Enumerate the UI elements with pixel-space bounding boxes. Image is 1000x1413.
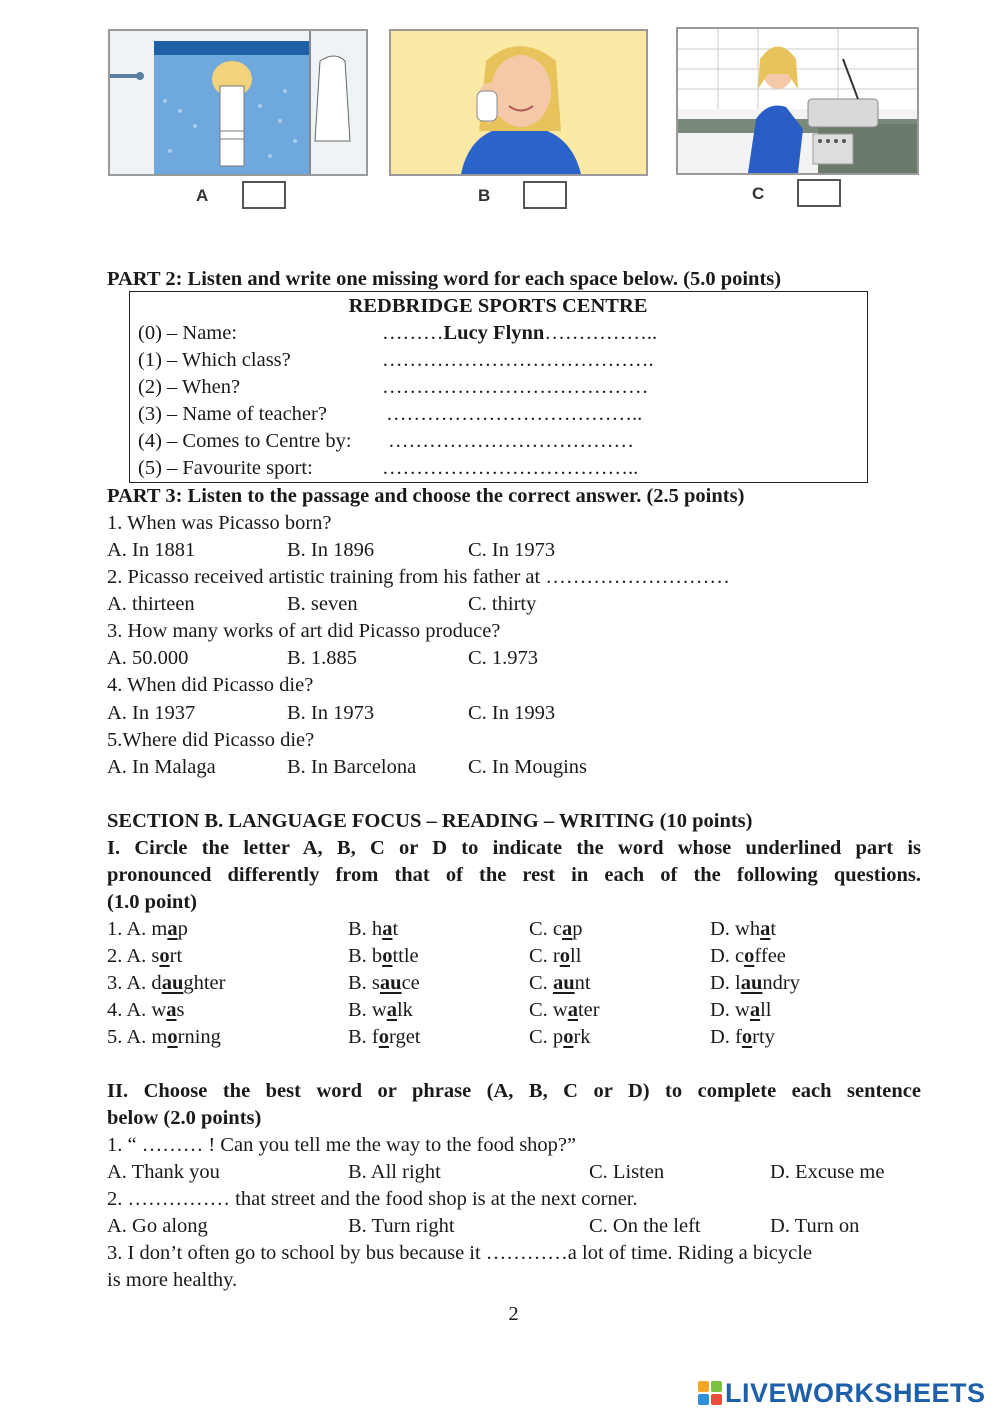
section-b-part2-instruction-line2: below (2.0 points) [107,1107,262,1129]
picture-c-answer-box[interactable] [797,179,841,207]
pron-q4-option-d[interactable]: D. wall [710,999,772,1021]
section-b-heading: SECTION B. LANGUAGE FOCUS – READING – WRITING (10 points) [107,810,753,832]
pron-q5-option-c[interactable]: C. pork [529,1026,591,1048]
picture-a-illustration [110,31,366,174]
picture-c-letter: C [752,184,765,203]
form-row-2-blank[interactable]: ………………………………… [382,376,649,398]
part3-heading: PART 3: Listen to the passage and choose the correct answer. (2.5 points) [107,485,745,507]
pron-q3-option-a[interactable]: 3. A. daughter [107,972,226,994]
form-row-3-label: (3) – Name of teacher? [138,403,327,425]
pron-q4-option-c[interactable]: C. water [529,999,600,1021]
part3-q5-option-b[interactable]: B. In Barcelona [287,756,417,778]
part2-q2-option-c[interactable]: C. On the left [589,1215,701,1237]
liveworksheets-logo[interactable] [697,1378,986,1408]
picture-a [108,29,368,176]
picture-a-letter: A [196,186,209,205]
form-row-0-label: (0) – Name: [138,322,238,344]
pron-q4-option-b[interactable]: B. walk [348,999,413,1021]
pron-q2-option-a[interactable]: 2. A. sort [107,945,183,967]
pron-q1-option-c[interactable]: C. cap [529,918,583,940]
part3-q2-option-c[interactable]: C. thirty [468,593,537,615]
section-b-part2-instruction-line1: II. Choose the best word or phrase (A, B, C or D) to complete each sentence [107,1080,921,1102]
part3-question-2: 2. Picasso received artistic training from his father at ……………………… [107,566,730,588]
pron-q3-option-c[interactable]: C. aunt [529,972,591,994]
picture-b-illustration [391,31,646,174]
part3-q2-option-b[interactable]: B. seven [287,593,358,615]
form-row-0-answer [382,320,657,346]
part3-q4-option-a[interactable]: A. In 1937 [107,702,196,724]
pron-q2-option-c[interactable]: C. roll [529,945,582,967]
pron-q3-option-d[interactable]: D. laundry [710,972,800,994]
part3-q1-option-b[interactable]: B. In 1896 [287,539,375,561]
part3-question-3: 3. How many works of art did Picasso produce? [107,620,501,642]
part3-q4-option-c[interactable]: C. In 1993 [468,702,556,724]
part3-q3-option-b[interactable]: B. 1.885 [287,647,358,669]
form-row-1-blank[interactable]: …………………………………. [382,349,654,371]
liveworksheets-wordmark: LIVEWORKSHEETS [725,1377,986,1408]
pron-q4-option-a[interactable]: 4. A. was [107,999,185,1021]
part2-question-3-line1: 3. I don’t often go to school by bus because it …………a lot of time. Riding a bicycle [107,1242,813,1264]
picture-b [389,29,648,176]
part2-q2-option-b[interactable]: B. Turn right [348,1215,455,1237]
pron-q3-option-b[interactable]: B. sauce [348,972,420,994]
form-row-0-dots-after: …………….. [544,322,658,344]
form-row-3-blank[interactable]: ……………………………….. [386,403,643,425]
part2-q2-option-d[interactable]: D. Turn on [770,1215,860,1237]
picture-c-illustration [678,29,917,173]
section-b-part1-instruction-line3: (1.0 point) [107,891,197,913]
form-row-5-blank[interactable]: ……………………………….. [382,457,639,479]
part2-question-2: 2. …………… that street and the food shop is at the next corner. [107,1188,638,1210]
sports-centre-title: REDBRIDGE SPORTS CENTRE [348,295,648,317]
part2-question-3-line2: is more healthy. [107,1269,238,1291]
part3-q3-option-a[interactable]: A. 50.000 [107,647,189,669]
picture-a-answer-box[interactable] [242,181,286,209]
part2-heading: PART 2: Listen and write one missing word for each space below. (5.0 points) [107,268,782,290]
part2-q1-option-b[interactable]: B. All right [348,1161,441,1183]
picture-b-answer-box[interactable] [523,181,567,209]
pron-q5-option-a[interactable]: 5. A. morning [107,1026,221,1048]
form-row-2-label: (2) – When? [138,376,241,398]
part3-q4-option-b[interactable]: B. In 1973 [287,702,375,724]
part3-q2-option-a[interactable]: A. thirteen [107,593,195,615]
pron-q2-option-d[interactable]: D. coffee [710,945,786,967]
part3-q1-option-a[interactable]: A. In 1881 [107,539,196,561]
page-number: 2 [508,1303,519,1325]
part2-q1-option-a[interactable]: A. Thank you [107,1161,220,1183]
pron-q1-option-a[interactable]: 1. A. map [107,918,188,940]
part3-q1-option-c[interactable]: C. In 1973 [468,539,556,561]
section-b-part1-instruction-line2: pronounced differently from that of the rest in each of the following questions. [107,864,921,886]
part2-q1-option-c[interactable]: C. Listen [589,1161,665,1183]
form-row-0-dots-before: ……… [382,322,444,344]
pron-q1-option-b[interactable]: B. hat [348,918,399,940]
form-row-4-blank[interactable]: ……………………………… [388,430,634,452]
pron-q5-option-d[interactable]: D. forty [710,1026,775,1048]
form-row-1-label: (1) – Which class? [138,349,291,371]
part3-q5-option-a[interactable]: A. In Malaga [107,756,216,778]
pron-q2-option-b[interactable]: B. bottle [348,945,419,967]
part2-question-1: 1. “ ……… ! Can you tell me the way to the food shop?” [107,1134,577,1156]
picture-c [676,27,919,175]
part3-question-5: 5.Where did Picasso die? [107,729,315,751]
section-b-part1-instruction-line1: I. Circle the letter A, B, C or D to indicate the word whose underlined part is [107,837,921,859]
form-row-5-label: (5) – Favourite sport: [138,457,313,479]
form-row-4-label: (4) – Comes to Centre by: [138,430,352,452]
part2-q1-option-d[interactable]: D. Excuse me [770,1161,885,1183]
part3-question-1: 1. When was Picasso born? [107,512,332,534]
part3-q3-option-c[interactable]: C. 1.973 [468,647,539,669]
part3-q5-option-c[interactable]: C. In Mougins [468,756,588,778]
part3-question-4: 4. When did Picasso die? [107,674,314,696]
part2-q2-option-a[interactable]: A. Go along [107,1215,208,1237]
pron-q1-option-d[interactable]: D. what [710,918,777,940]
pron-q5-option-b[interactable]: B. forget [348,1026,421,1048]
form-row-0-example-answer: Lucy Flynn [443,322,545,344]
liveworksheets-logo-icon [697,1380,723,1406]
picture-b-letter: B [478,186,491,205]
